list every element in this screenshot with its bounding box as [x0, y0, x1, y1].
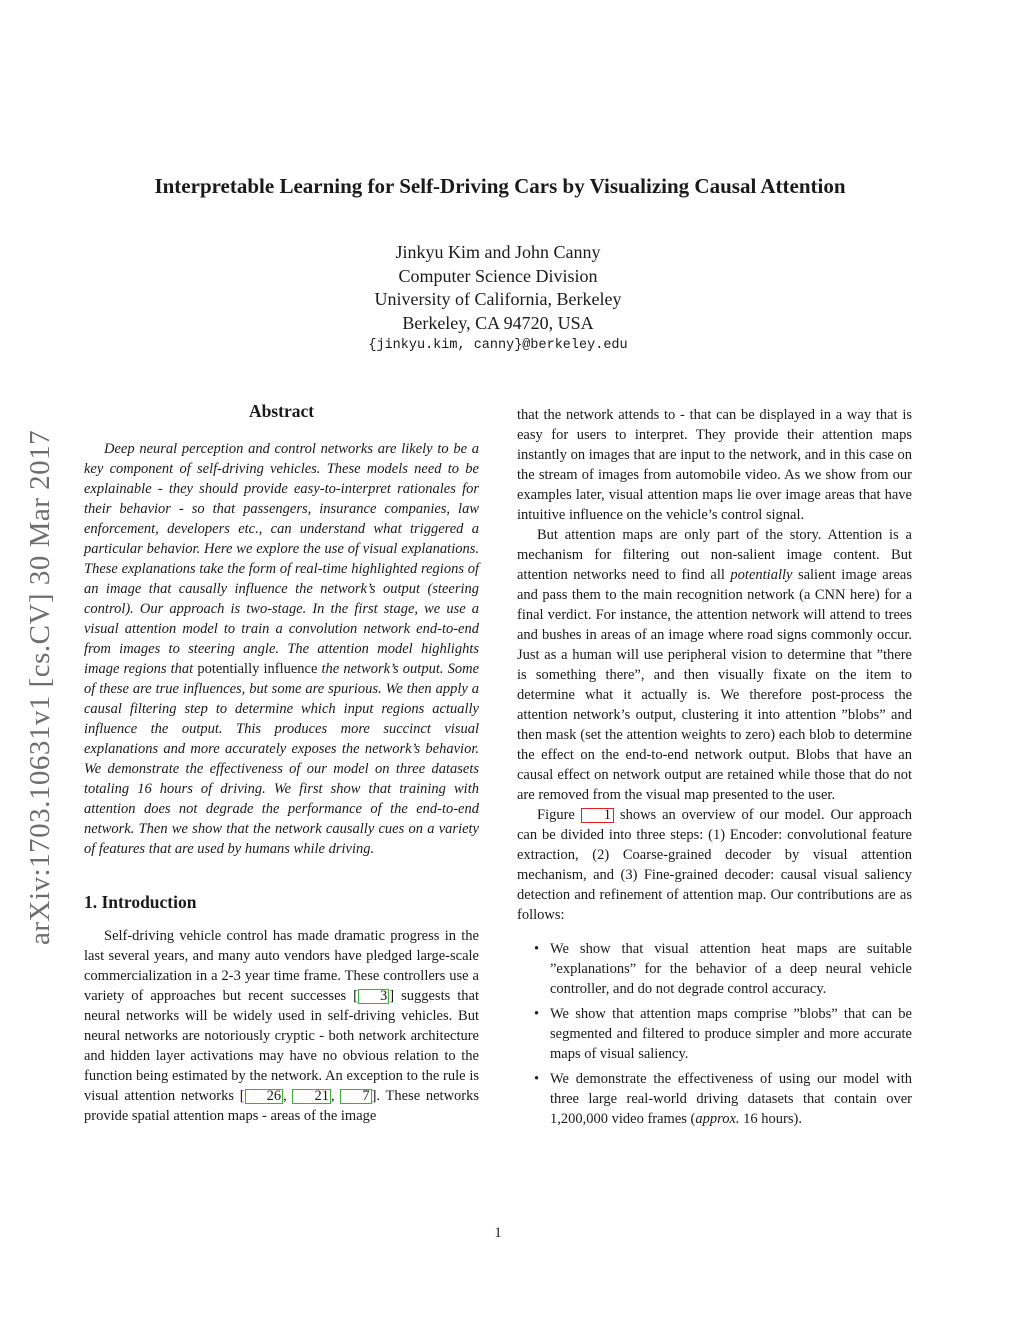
author-names: Jinkyu Kim and John Canny — [395, 242, 601, 262]
citation-link[interactable]: 26 — [245, 1089, 284, 1104]
citation-link[interactable]: 3 — [358, 989, 389, 1004]
list-item: • We show that attention maps comprise ”blobs” that can be segmented and filtered to produce simpler and more accurate maps of visual saliency. — [517, 1004, 912, 1064]
figure-link[interactable]: 1 — [581, 808, 614, 823]
contributions-list — [517, 939, 912, 1129]
left-column — [84, 401, 479, 1126]
citation-link[interactable]: 7 — [340, 1089, 371, 1104]
list-item: • We show that visual attention heat maps are suitable ”explanations” for the behavior of a deep neural vehicle controller, and do not degrade control accuracy. — [517, 939, 912, 999]
abstract-text: Deep neural perception and control networks are likely to be a key component of self-driving vehicles. These models need to be explainable - they should provide easy-to-interpret rationales for their behavior - so that passengers, insurance companies, law enforcement, developers etc., can understand what triggered a particular behavior. Here we explore the use of visual explanations. These explanations take the form of real-time highlighted regions of an image that causally influence the network’s output (steering control). Our approach is two-stage. In the first stage, we use a visual attention model to train a convolution network end-to-end from images to steering angle. The attention model highlights image regions that potentially influence the network’s output. Some of these are true influences, but some are spurious. We then apply a causal filtering step to determine which input regions actually influence the output. This produces more succinct visual explanations and more accurately exposes the network’s behavior. We demonstrate the effectiveness of our model on three datasets totaling 16 hours of driving. We first show that training with attention does not degrade the performance of the end-to-end network. Then we show that the network causally cues on a variety of features that are used by humans while driving. — [84, 441, 480, 857]
author-division: Computer Science Division — [398, 265, 598, 286]
page-number: 1 — [494, 1225, 502, 1241]
intro-paragraph-2: But attention maps are only part of the story. Attention is a mechanism for filtering out non-salient image content. But attention networks need to find all potentially salient image areas and pass them to the main recognition network (a CNN here) for a final verdict. For instance, the attention network will attend to trees and bushes in areas of an image where road signs commonly occur. Just as a human will use peripheral vision to determine that ”there is something there”, and then visually fixate on the item to determine what it actually is. We therefore post-process the attention network’s output, clustering it into attention ”blobs” and then mask (set the attention weights to zero) each blob to determine the effect on the end-to-end network output. Blobs that have an causal effect on network output are retained while those that do not are removed from the visual map presented to the user. — [517, 527, 913, 803]
author-block — [0, 241, 996, 357]
author-email: {jinkyu.kim, canny}@berkeley.edu — [368, 338, 628, 353]
intro-paragraph-1: Self-driving vehicle control has made dramatic progress in the last several years, and many auto vendors have pledged large-scale commercialization in a 2-3 year time frame. These controllers use a variety of approaches but recent successes [ 3 ] suggests that neural networks will be widely used in self-driving vehicles. But neural networks are notoriously cryptic - both network architecture and hidden layer activations may have no obvious relation to the function being estimated by the network. An exception to the rule is visual attention networks [ 26 , 21 , 7 ]. These networks provide spatial attention maps - areas of the image — [84, 928, 480, 1124]
author-address: Berkeley, CA 94720, USA — [402, 312, 594, 333]
introduction-heading: 1. Introduction — [84, 892, 197, 912]
intro-paragraph-3: Figure 1 shows an overview of our model. Our approach can be divided into three steps: (1) Encoder: convolutional feature extraction, (2) Coarse-grained decoder by visual attention mechanism, and (3) Fine-grained decoder: causal visual saliency detection and refinement of attention map. Our contributions are as follows: — [517, 807, 913, 923]
arxiv-stamp: arXiv:1703.10631v1 [cs.CV] 30 Mar 2017 — [24, 429, 56, 945]
emphasis-potentially: potentially — [730, 567, 793, 583]
author-university: University of California, Berkeley — [374, 289, 622, 309]
abstract-roman-phrase: potentially influence — [197, 661, 318, 677]
list-item: • We demonstrate the effectiveness of using our model with three large real-world driving datasets that contain over 1,200,000 video frames (approx. 16 hours). — [517, 1069, 912, 1129]
citation-link[interactable]: 21 — [292, 1089, 331, 1104]
right-column — [517, 405, 912, 1134]
paper-title: Interpretable Learning for Self-Driving Cars by Visualizing Causal Attention — [154, 174, 846, 198]
abstract-heading: Abstract — [248, 401, 315, 421]
intro-paragraph-1-continued: that the network attends to - that can be displayed in a way that is easy for users to interpret. They provide their attention maps instantly on images that are input to the network, and in this case on the stream of images from automobile video. As we show from our examples later, visual attention maps lie over image areas that have intuitive influence on the vehicle’s control signal. — [517, 407, 912, 523]
